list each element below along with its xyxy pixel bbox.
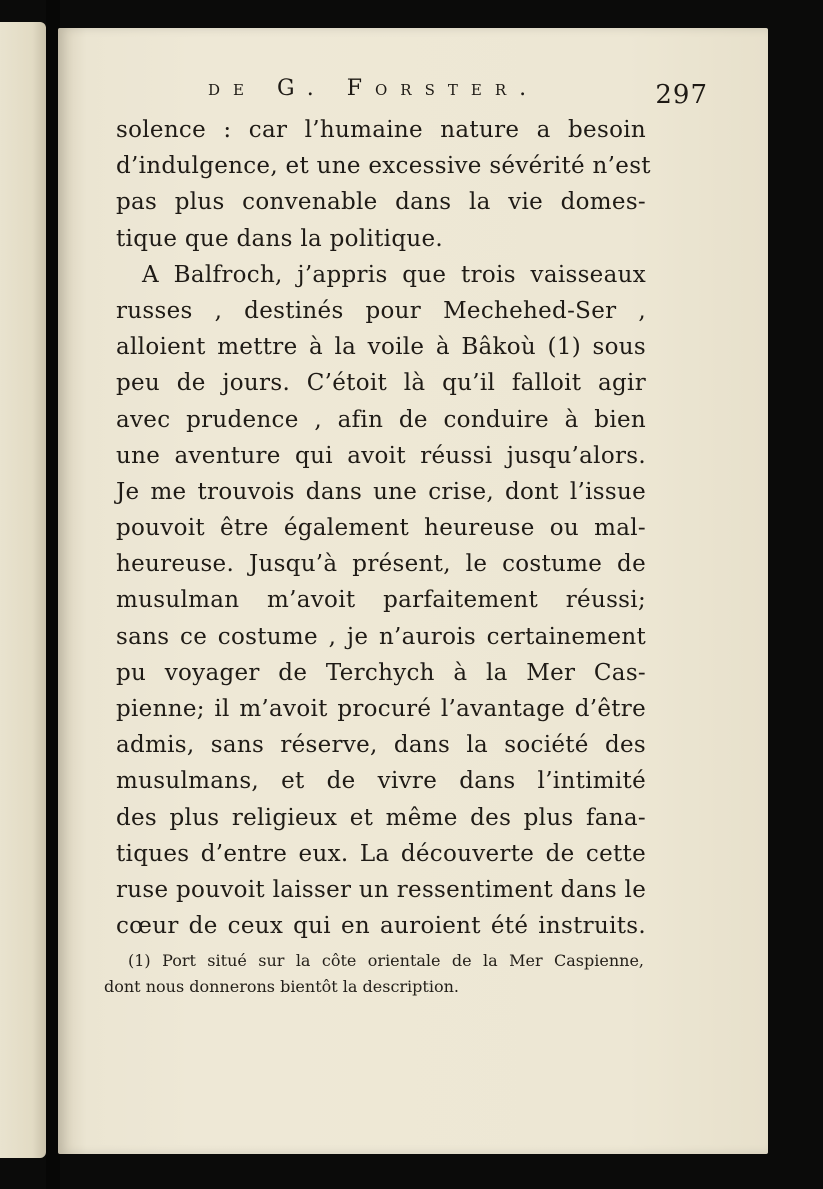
text-line: Je me trouvois dans une crise, dont l’issue [116,478,646,505]
running-head-title: de G. Forster. [208,76,540,101]
text-line: musulmans, et de vivre dans l’intimité [116,768,646,795]
text-line: alloient mettre à la voile à Bâkoù (1) sous [116,334,646,361]
text-line: avec prudence , afin de conduire à bien [116,406,646,433]
text-line: sans ce costume , je n’aurois certainement [116,623,646,650]
text-line: tiques d’entre eux. La découverte de cette [116,840,646,867]
text-line: solence : car l’humaine nature a besoin [116,117,646,143]
text-line: peu de jours. C’étoit là qu’il falloit agir [116,370,646,397]
text-line: une aventure qui avoit réussi jusqu’alors. [116,442,646,469]
text-line: russes , destinés pour Mechehed-Ser , [116,297,646,324]
text-line: ruse pouvoit laisser un ressentiment dans le [116,876,647,903]
text-line: tique que dans la politique. [116,225,443,252]
text-line: des plus religieux et même des plus fana- [116,804,646,831]
body-text [116,112,651,944]
text-line: d’indulgence, et une excessive sévérité n’est [116,153,651,180]
page-number: 297 [655,80,708,110]
running-head [208,72,708,112]
text-line: pouvoit être également heureuse ou mal- [116,515,646,542]
text-line: cœur de ceux qui en auroient été instruits. [116,913,646,940]
text-line: pu voyager de Terchych à la Mer Cas- [116,659,646,686]
footnote [104,948,644,1000]
book-page [58,28,768,1154]
text-line: heureuse. Jusqu’à présent, le costume de [116,551,646,578]
text-line: admis, sans réserve, dans la société des [116,732,646,759]
text-line: musulman m’avoit parfaitement réussi; [116,587,646,614]
footnote-line: dont nous donnerons bientôt la description. [104,977,459,996]
text-line: pas plus convenable dans la vie domes- [116,189,646,216]
text-line: pienne; il m’avoit procuré l’avantage d’être [116,696,646,722]
footnote-line: (1) Port situé sur la côte orientale de la Mer Caspienne, [128,951,644,970]
text-line: A Balfroch, j’appris que trois vaisseaux [142,261,646,288]
facing-page-edge [0,22,46,1158]
